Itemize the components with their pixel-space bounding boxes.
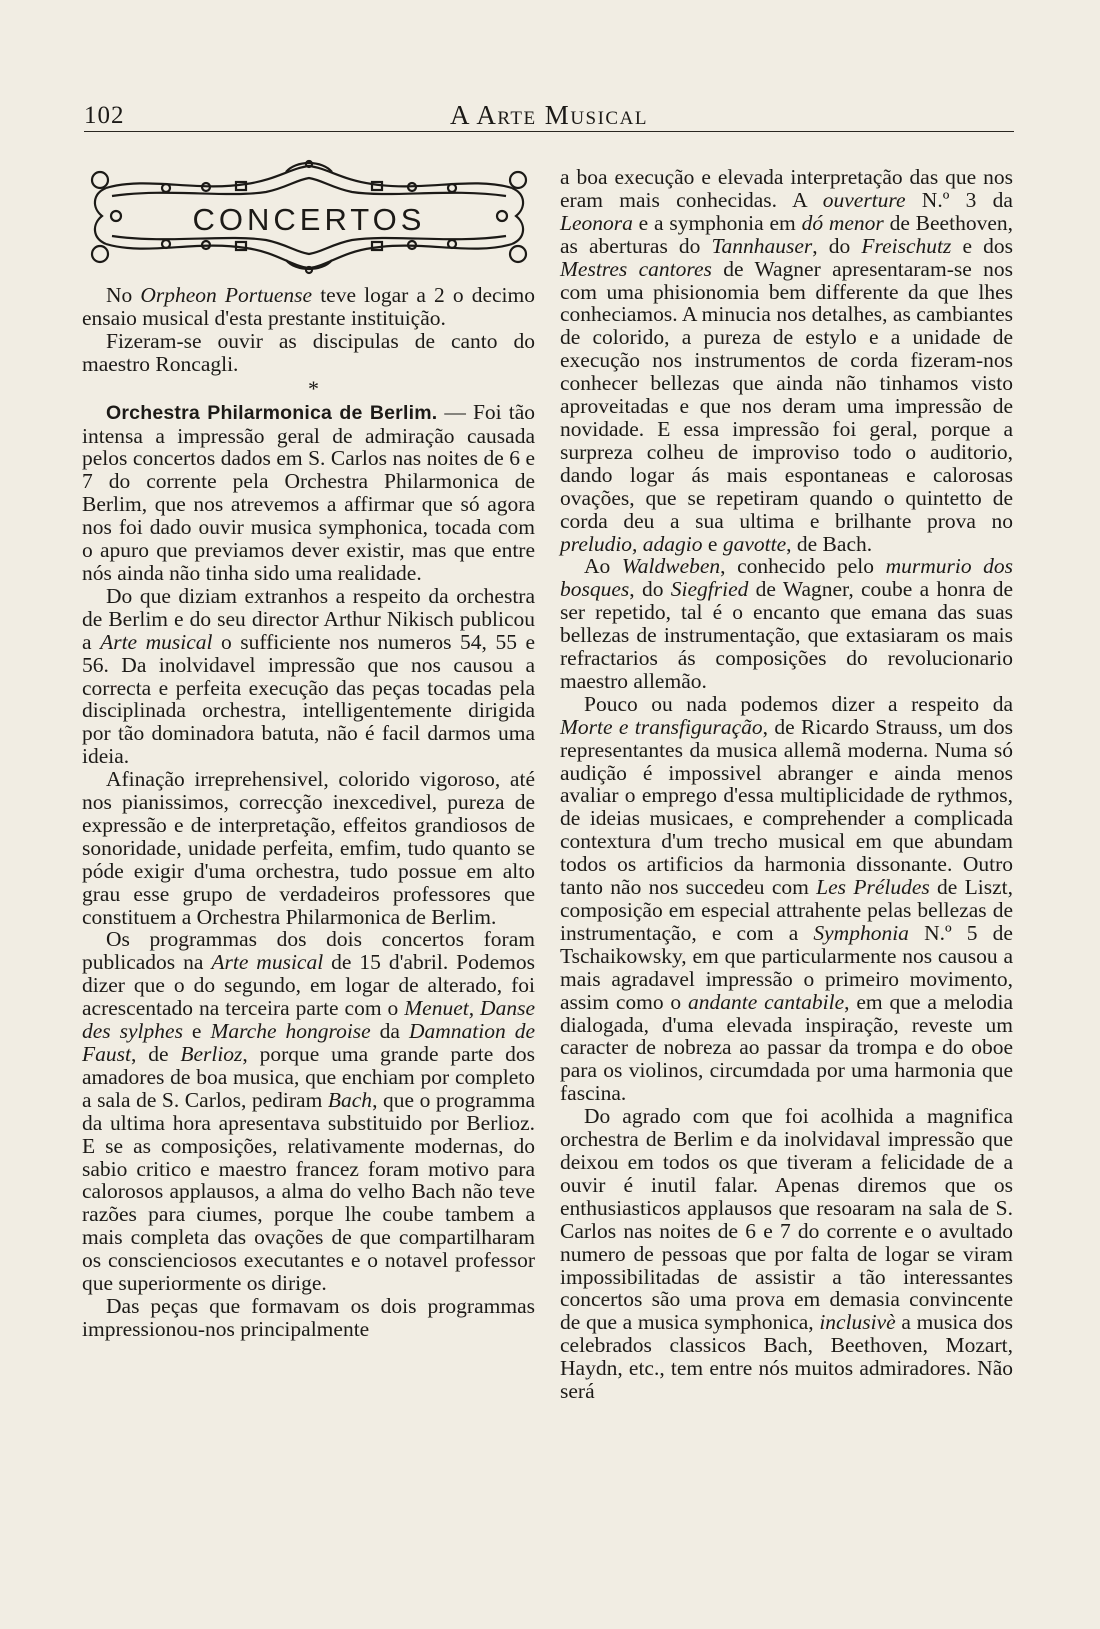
paragraph: Afinação irreprehensivel, colorido vigoroso, até nos pianissimos, correcção inexcedivel, pureza de expressão e de interpretação, effeitos grandiosos de sonoridade, unidade perfeita, emfim, tudo quanto se póde exigir d'uma orchestra, tudo possue em alto grau esse grupo de verdadeiros professores que constituem a Orchestra Philarmonica de Berlim.	[82, 767, 535, 929]
page-number: 102	[84, 102, 125, 129]
paragraph: Do que diziam extranhos a respeito da orchestra de Berlim e do seu director Arthur Nikisch publicou a Arte musical o sufficiente nos numeros 54, 55 e 56. Da inolvidavel impressão que nos causou a correcta e perfeita execução das peças tocadas pela disciplinada orchestra, intelligentemente dirigida por tão dominadora batuta, não é facil darmos uma ideia.	[82, 583, 535, 769]
section-heading: Orchestra Philarmonica de Berlim.	[106, 401, 438, 424]
running-head	[84, 100, 1014, 132]
paragraph: Das peças que formavam os dois programmas impressionou-nos principalmente	[82, 1293, 535, 1341]
journal-title: A Arte Musical	[450, 100, 648, 130]
paragraph: a boa execução e elevada interpretação das que nos eram mais conhecidas. A ouverture N.º 3 da Leonora e a symphonia em dó menor de Beethoven, as aberturas do Tannhauser, do Freischutz e dos Mestres cantores de Wagner apresentaram-se nos com uma phisionomia bem differente da que lhes conheciamos. A minucia nos detalhes, as cambiantes de colorido, a pureza de estylo e a unidade de execução nos instrumentos de corda fizeram-nos conhecer bellezas que ainda não tinhamos visto aproveitadas e que nos deram uma impressão de novidade. E essa impressão foi geral, porque a surpreza colheu de improviso todo o auditorio, dando logar ás mais espontaneas e calorosas ovações, que se repetiram quando o quintetto de corda deu a sua ultima e brilhante prova no preludio, adagio e gavotte, de Bach.	[560, 165, 1013, 556]
right-column	[560, 166, 1013, 1403]
asterisk-separator: *	[308, 375, 319, 401]
paragraph: Pouco ou nada podemos dizer a respeito da Morte e transfiguração, de Ricardo Strauss, um dos representantes da musica allemã moderna. Numa só audição é impossivel abranger e ainda menos avaliar o emprego d'essa multiplicidade de rythmos, de ideias musicaes, e comprehender a complicada contextura d'um trecho musical em que abundam todos os artificios da harmonia dissonante. Outro tanto não nos succedeu com Les Préludes de Liszt, composição em especial attrahente pelas bellezas de instrumentação, e com a Symphonia N.º 5 de Tschaikowsky, em que particularmente nos causou a mais agradavel impressão o primeiro movimento, assim como o andante cantabile, em que a melodia dialogada, d'uma elevada inspiração, reveste um caracter de nobreza ao passar da trompa e do oboe para os violinos, circumdada por uma harmonia que fascina.	[560, 691, 1014, 1106]
header-rule	[84, 131, 1014, 132]
concertos-banner	[86, 158, 532, 276]
paragraph: Do agrado com que foi acolhida a magnifica orchestra de Berlim e da inolvidaval impressão que deixou em todos os que tiveram a felicidade de a ouvir é inutil falar. Apenas diremos que os enthusiasticos applausos que resoaram na sala de S. Carlos nas noites de 6 e 7 do corrente e o avultado numero de pessoas que por falta de logar se viram impossibilitadas de assistir a tão interessantes concertos são uma prova em demasia convincente de que a musica symphonica, inclusivè a musica dos celebrados classicos Bach, Beethoven, Mozart, Haydn, etc., tem entre nós muitos admiradores. Não será	[560, 1104, 1013, 1404]
paragraph: Os programmas dos dois concertos foram publicados na Arte musical de 15 d'abril. Podemos dizer que o do segundo, em logar de alterado, foi acrescentado na terceira parte com o Menuet, Danse des sylphes e Marche hongroise da Damnation de Faust, de Berlioz, porque uma grande parte dos amadores de boa musica, que enchiam por completo a sala de S. Carlos, pediram Bach, que o programma da ultima hora apresentava substituido por Berlioz. E se as composições, relativamente modernas, do sabio critico e maestro francez foram motivo para calorosos applausos, a alma do velho Bach não teve razões para ciumes, porque lhe coube tambem a mais completa das ovações de que compartilharam os conscienciosos executantes e o notavel professor que superiormente os dirige.	[82, 927, 535, 1296]
left-column	[82, 284, 535, 1341]
paragraph: No Orpheon Portuense teve logar a 2 o decimo ensaio musical d'esta prestante instituição.	[82, 283, 535, 330]
paragraph: Fizeram-se ouvir as discipulas de canto do maestro Roncagli.	[82, 328, 535, 376]
paragraph: Ao Waldweben, conhecido pelo murmurio dos bosques, do Siegfried de Wagner, coube a honra de ser repetido, tal é o encanto que emana das suas bellezas de instrumentação, que extasiaram os mais refractarios ás composições do revolucionario maestro allemão.	[560, 554, 1014, 693]
paragraph: Orchestra Philarmonica de Berlim. — Foi tão intensa a impressão geral de admiração causada pelos concertos dados em S. Carlos nas noites de 6 e 7 do corrente pela Orchestra Philarmonica de Berlim, que nos atrevemos a affirmar que só agora nos foi dado ouvir musica symphonica, tocada com o apuro que previamos dever existir, mas que entre nós ainda não tinha sido uma realidade.	[82, 399, 535, 585]
section-title: CONCERTOS	[192, 202, 426, 237]
